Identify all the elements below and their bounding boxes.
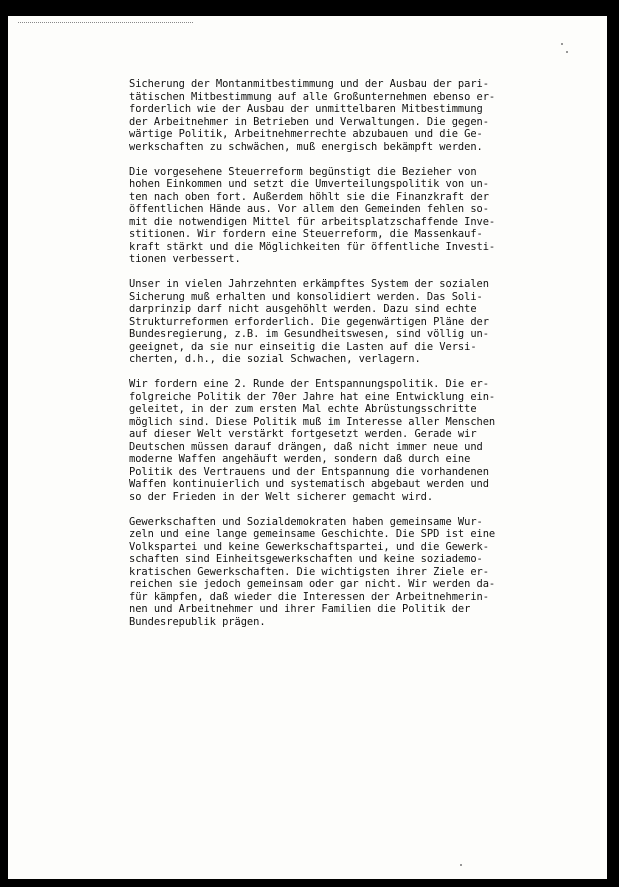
text-line: nen und Arbeitnehmer und ihrer Familien die Politik der xyxy=(129,603,471,615)
text-line: Gewerkschaften und Sozialdemokraten haben gemeinsame Wur- xyxy=(129,515,483,528)
text-line: zeln und eine lange gemeinsame Geschichte. Die SPD ist eine xyxy=(129,528,496,540)
text-line: cherten, d.h., die sozial Schwachen, verlagern. xyxy=(129,353,421,365)
text-line: reichen sie jedoch gemeinsam oder gar nicht. Wir werden da- xyxy=(129,578,496,590)
text-line: Sicherung muß erhalten und konsolidiert werden. Das Soli- xyxy=(129,290,483,303)
text-line: hohen Einkommen und setzt die Umverteilungspolitik von un- xyxy=(129,178,489,190)
text-line: Deutschen müssen darauf drängen, daß nicht immer neue und xyxy=(129,440,483,453)
text-line: Politik des Vertrauens und der Entspannung die vorhandenen xyxy=(129,465,489,478)
text-line: kratischen Gewerkschaften. Die wichtigsten ihrer Ziele er- xyxy=(129,565,489,578)
text-line: tätischen Mitbestimmung auf alle Großunternehmen ebenso er- xyxy=(129,90,496,103)
text-line: folgreiche Politik der 70er Jahre hat eine Entwicklung ein- xyxy=(129,390,496,403)
text-line: der Arbeitnehmer in Betrieben und Verwaltungen. Die gegen- xyxy=(129,115,489,128)
text-line: Waffen kontinuierlich und systematisch abgebaut werden und xyxy=(129,478,489,490)
paragraph xyxy=(129,378,569,503)
scan-speck xyxy=(566,51,568,53)
text-line: darprinzip darf nicht ausgehöhlt werden. Dazu sind echte xyxy=(129,303,477,315)
document-page xyxy=(8,16,607,879)
scan-dotted-mark xyxy=(18,22,193,27)
text-line: auf dieser Welt verstärkt fortgesetzt werden. Gerade wir xyxy=(129,428,477,440)
text-line: Volkspartei und keine Gewerkschaftspartei, und die Gewerk- xyxy=(129,540,489,553)
scan-speck xyxy=(460,864,462,866)
text-line: geeignet, da sie nur einseitig die Lasten auf die Versi- xyxy=(129,340,477,353)
paragraph xyxy=(129,278,569,366)
paragraph xyxy=(129,78,569,153)
paragraph xyxy=(129,516,569,629)
text-line: moderne Waffen angehäuft werden, sondern daß durch eine xyxy=(129,453,471,465)
text-line: mit die notwendigen Mittel für arbeitsplatzschaffende Inve- xyxy=(129,215,496,228)
text-line: forderlich wie der Ausbau der unmittelbaren Mitbestimmung xyxy=(129,103,483,115)
scan-speck xyxy=(561,43,563,45)
text-line: möglich sind. Diese Politik muß im Interesse aller Menschen xyxy=(129,415,496,428)
text-line: wärtige Politik, Arbeitnehmerrechte abzubauen und die Ge- xyxy=(129,128,483,140)
text-line: Sicherung der Montanmitbestimmung und der Ausbau der pari- xyxy=(129,78,489,90)
text-line: Bundesregierung, z.B. im Gesundheitswesen, sind völlig un- xyxy=(129,328,489,340)
document-body xyxy=(129,78,569,641)
text-line: Unser in vielen Jahrzehnten erkämpftes System der sozialen xyxy=(129,278,489,290)
text-line: für kämpfen, daß wieder die Interessen der Arbeitnehmerin- xyxy=(129,590,489,603)
text-line: Bundesrepublik prägen. xyxy=(129,615,266,628)
text-line: geleitet, in der zum ersten Mal echte Abrüstungsschritte xyxy=(129,403,477,415)
text-line: Die vorgesehene Steuerreform begünstigt die Bezieher von xyxy=(129,165,477,178)
paragraph xyxy=(129,166,569,266)
text-line: kraft stärkt und die Möglichkeiten für öffentliche Investi- xyxy=(129,240,496,253)
text-line: öffentlichen Hände aus. Vor allem den Gemeinden fehlen so- xyxy=(129,203,489,215)
text-line: werkschaften zu schwächen, muß energisch bekämpft werden. xyxy=(129,140,483,153)
text-line: Wir fordern eine 2. Runde der Entspannungspolitik. Die er- xyxy=(129,378,489,390)
text-line: so der Frieden in der Welt sicherer gemacht wird. xyxy=(129,490,434,503)
text-line: Strukturreformen erforderlich. Die gegenwärtigen Pläne der xyxy=(129,315,489,328)
text-line: schaften sind Einheitsgewerkschaften und keine soziademo- xyxy=(129,553,483,565)
text-line: stitionen. Wir fordern eine Steuerreform, die Massenkauf- xyxy=(129,228,483,240)
text-line: tionen verbessert. xyxy=(129,253,241,265)
text-line: ten nach oben fort. Außerdem höhlt sie die Finanzkraft der xyxy=(129,190,489,203)
